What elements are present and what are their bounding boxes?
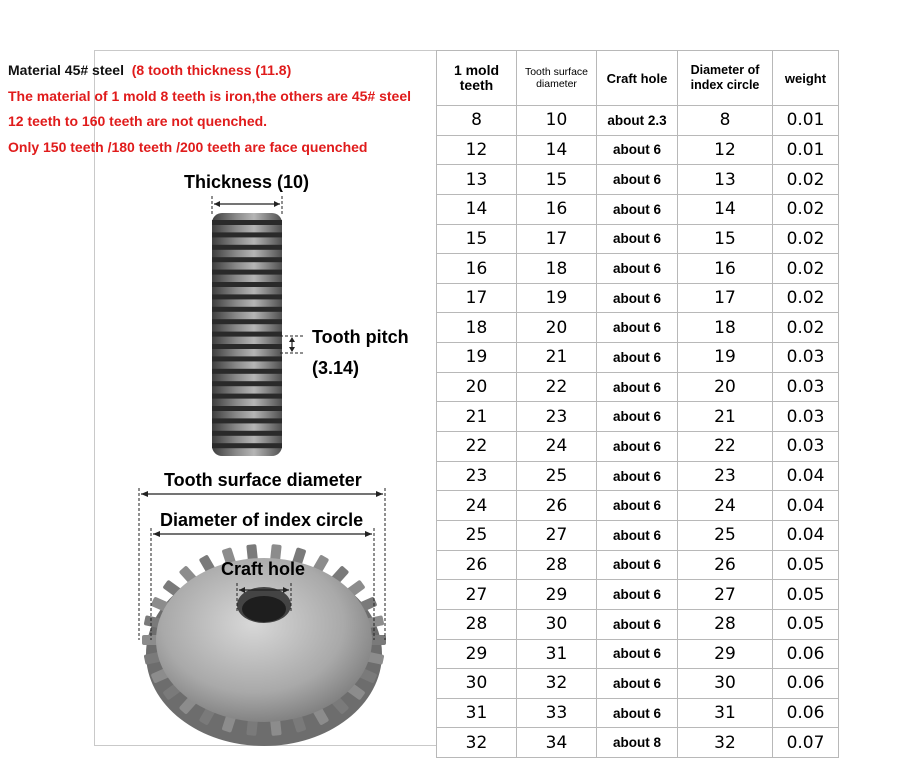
craft-hole-cell: about 6	[597, 432, 678, 462]
table-row	[437, 254, 839, 284]
weight-cell: 0.06	[773, 639, 839, 669]
teeth-cell: 27	[437, 580, 517, 610]
craft-hole-cell: about 6	[597, 698, 678, 728]
teeth-cell: 22	[437, 432, 517, 462]
tooth-surface-cell: 17	[517, 224, 597, 254]
weight-cell: 0.05	[773, 550, 839, 580]
teeth-cell: 24	[437, 491, 517, 521]
tooth-surface-cell: 28	[517, 550, 597, 580]
index-circle-cell: 15	[678, 224, 773, 254]
craft-hole-cell: about 8	[597, 728, 678, 758]
teeth-cell: 32	[437, 728, 517, 758]
table-row	[437, 728, 839, 758]
tooth-surface-cell: 22	[517, 372, 597, 402]
gear-groove	[212, 294, 282, 299]
material-thickness-note: (8 tooth thickness (11.8)	[131, 62, 292, 78]
teeth-cell: 21	[437, 402, 517, 432]
weight-cell: 0.01	[773, 135, 839, 165]
weight-cell: 0.06	[773, 669, 839, 699]
craft-hole-cell: about 6	[597, 669, 678, 699]
index-circle-cell: 22	[678, 432, 773, 462]
table-row	[437, 224, 839, 254]
gear-groove	[212, 232, 282, 237]
tooth-pitch-label: Tooth pitch	[312, 327, 409, 347]
tooth-surface-cell: 30	[517, 609, 597, 639]
teeth-cell: 16	[437, 254, 517, 284]
craft-hole-cell: about 6	[597, 491, 678, 521]
teeth-cell: 14	[437, 194, 517, 224]
index-circle-cell: 12	[678, 135, 773, 165]
material-notes	[8, 58, 438, 160]
teeth-cell: 30	[437, 669, 517, 699]
weight-cell: 0.02	[773, 194, 839, 224]
gear-groove	[212, 369, 282, 374]
craft-hole-cell: about 6	[597, 224, 678, 254]
weight-cell: 0.04	[773, 461, 839, 491]
tooth-surface-cell: 25	[517, 461, 597, 491]
craft-hole-cell: about 6	[597, 639, 678, 669]
table-row	[437, 698, 839, 728]
table-header-row	[437, 51, 839, 106]
gear-face	[156, 558, 372, 722]
index-circle-cell: 32	[678, 728, 773, 758]
header-index-circle-diameter: Diameter of index circle	[678, 51, 773, 106]
index-circle-cell: 20	[678, 372, 773, 402]
gear-groove	[212, 220, 282, 225]
index-circle-cell: 18	[678, 313, 773, 343]
tooth-surface-cell: 26	[517, 491, 597, 521]
tooth-surface-cell: 15	[517, 165, 597, 195]
header-craft-hole: Craft hole	[597, 51, 678, 106]
weight-cell: 0.03	[773, 372, 839, 402]
material-line	[8, 58, 438, 84]
tooth-surface-cell: 18	[517, 254, 597, 284]
tooth-surface-cell: 19	[517, 283, 597, 313]
table-row	[437, 372, 839, 402]
thickness-dimension	[212, 196, 282, 214]
thickness-label: Thickness (10)	[184, 172, 310, 192]
weight-cell: 0.03	[773, 343, 839, 373]
craft-hole-cell: about 2.3	[597, 106, 678, 136]
index-circle-cell: 24	[678, 491, 773, 521]
tooth-surface-cell: 20	[517, 313, 597, 343]
gear-groove	[212, 282, 282, 287]
index-circle-cell: 29	[678, 639, 773, 669]
teeth-cell: 20	[437, 372, 517, 402]
weight-cell: 0.04	[773, 520, 839, 550]
craft-hole-cell: about 6	[597, 402, 678, 432]
index-circle-cell: 25	[678, 520, 773, 550]
tooth-surface-diameter-label: Tooth surface diameter	[164, 470, 362, 490]
craft-hole-cell: about 6	[597, 283, 678, 313]
teeth-cell: 13	[437, 165, 517, 195]
index-circle-cell: 30	[678, 669, 773, 699]
index-circle-cell: 21	[678, 402, 773, 432]
table-row	[437, 283, 839, 313]
teeth-cell: 12	[437, 135, 517, 165]
craft-hole-cell: about 6	[597, 520, 678, 550]
material-iron-note: The material of 1 mold 8 teeth is iron,the others are 45# steel	[8, 87, 412, 104]
index-circle-diameter-label: Diameter of index circle	[160, 510, 364, 530]
craft-hole-label: Craft hole	[221, 559, 306, 579]
teeth-cell: 31	[437, 698, 517, 728]
table-row	[437, 550, 839, 580]
header-weight: weight	[773, 51, 839, 106]
weight-cell: 0.02	[773, 224, 839, 254]
table-row	[437, 609, 839, 639]
tooth-surface-cell: 21	[517, 343, 597, 373]
header-teeth: 1 mold teeth	[437, 51, 517, 106]
face-quench-note: Only 150 teeth /180 teeth /200 teeth are face quenched	[8, 138, 368, 155]
table-row	[437, 639, 839, 669]
weight-cell: 0.02	[773, 254, 839, 284]
gear-groove	[212, 344, 282, 349]
gear-groove	[212, 394, 282, 399]
weight-cell: 0.01	[773, 106, 839, 136]
gear-groove	[212, 245, 282, 250]
tooth-surface-cell: 23	[517, 402, 597, 432]
index-circle-cell: 26	[678, 550, 773, 580]
tooth-pitch-value: (3.14)	[312, 358, 360, 378]
index-circle-cell: 31	[678, 698, 773, 728]
teeth-cell: 28	[437, 609, 517, 639]
gear-spec-table	[436, 50, 839, 758]
material-label: Material 45# steel	[8, 62, 124, 78]
index-circle-cell: 8	[678, 106, 773, 136]
craft-hole-cell: about 6	[597, 580, 678, 610]
gear-groove	[212, 307, 282, 312]
gear-groove	[212, 406, 282, 411]
craft-hole-cell: about 6	[597, 609, 678, 639]
gear-groove	[212, 270, 282, 275]
craft-hole-cell: about 6	[597, 313, 678, 343]
tooth-surface-cell: 34	[517, 728, 597, 758]
craft-hole-cell: about 6	[597, 550, 678, 580]
tooth-surface-cell: 31	[517, 639, 597, 669]
craft-hole-cell: about 6	[597, 372, 678, 402]
index-circle-cell: 23	[678, 461, 773, 491]
table-row	[437, 432, 839, 462]
gear-groove	[212, 381, 282, 386]
table-row	[437, 106, 839, 136]
table-row	[437, 491, 839, 521]
tooth-surface-cell: 24	[517, 432, 597, 462]
teeth-cell: 17	[437, 283, 517, 313]
teeth-cell: 25	[437, 520, 517, 550]
weight-cell: 0.02	[773, 165, 839, 195]
tooth-surface-cell: 32	[517, 669, 597, 699]
gear-groove	[212, 431, 282, 436]
table-row	[437, 343, 839, 373]
tooth-surface-cell: 29	[517, 580, 597, 610]
index-circle-cell: 17	[678, 283, 773, 313]
teeth-cell: 8	[437, 106, 517, 136]
table-row	[437, 669, 839, 699]
craft-hole-cell: about 6	[597, 343, 678, 373]
index-circle-cell: 13	[678, 165, 773, 195]
index-circle-cell: 14	[678, 194, 773, 224]
table-row	[437, 313, 839, 343]
craft-hole-cell: about 6	[597, 135, 678, 165]
teeth-cell: 26	[437, 550, 517, 580]
weight-cell: 0.07	[773, 728, 839, 758]
craft-hole-cell: about 6	[597, 254, 678, 284]
weight-cell: 0.03	[773, 402, 839, 432]
index-circle-cell: 28	[678, 609, 773, 639]
weight-cell: 0.06	[773, 698, 839, 728]
table-row	[437, 580, 839, 610]
tooth-surface-cell: 27	[517, 520, 597, 550]
table-row	[437, 461, 839, 491]
craft-hole-cell: about 6	[597, 165, 678, 195]
teeth-cell: 19	[437, 343, 517, 373]
tooth-surface-cell: 16	[517, 194, 597, 224]
teeth-cell: 29	[437, 639, 517, 669]
index-circle-cell: 27	[678, 580, 773, 610]
teeth-cell: 15	[437, 224, 517, 254]
gear-groove	[212, 332, 282, 337]
weight-cell: 0.02	[773, 283, 839, 313]
weight-cell: 0.03	[773, 432, 839, 462]
gear-groove	[212, 356, 282, 361]
craft-hole-cell: about 6	[597, 461, 678, 491]
craft-hole-cell: about 6	[597, 194, 678, 224]
weight-cell: 0.04	[773, 491, 839, 521]
index-circle-cell: 19	[678, 343, 773, 373]
gear-groove	[212, 443, 282, 448]
table-row	[437, 194, 839, 224]
gear-groove	[212, 418, 282, 423]
table-row	[437, 402, 839, 432]
table-row	[437, 165, 839, 195]
tooth-surface-cell: 33	[517, 698, 597, 728]
table-row	[437, 135, 839, 165]
tooth-surface-cell: 14	[517, 135, 597, 165]
gear-groove	[212, 319, 282, 324]
weight-cell: 0.02	[773, 313, 839, 343]
gear-side-view	[212, 213, 282, 456]
table-row	[437, 520, 839, 550]
weight-cell: 0.05	[773, 609, 839, 639]
teeth-cell: 18	[437, 313, 517, 343]
gear-groove	[212, 257, 282, 262]
quench-note: 12 teeth to 160 teeth are not quenched.	[8, 113, 268, 129]
teeth-cell: 23	[437, 461, 517, 491]
index-circle-cell: 16	[678, 254, 773, 284]
header-tooth-surface-diameter: Tooth surface diameter	[517, 51, 597, 106]
tooth-surface-cell: 10	[517, 106, 597, 136]
weight-cell: 0.05	[773, 580, 839, 610]
